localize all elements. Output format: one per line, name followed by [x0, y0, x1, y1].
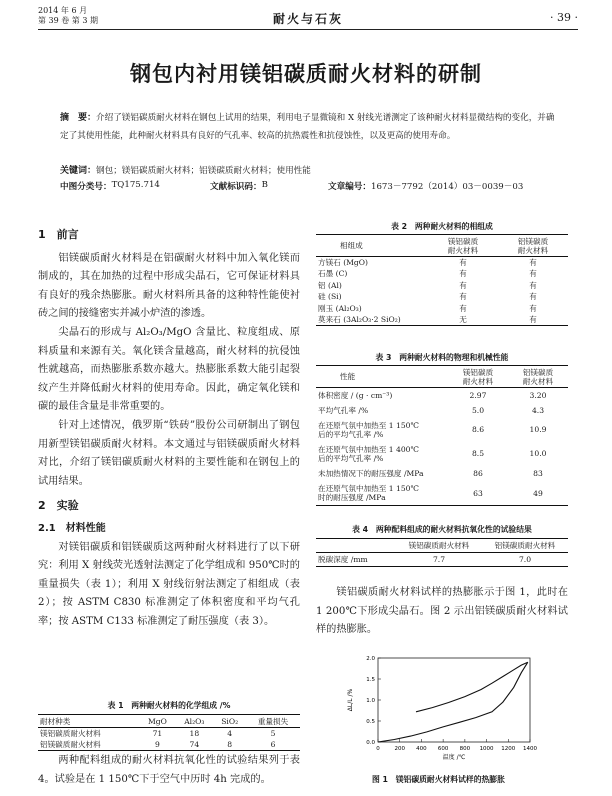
table-row [316, 280, 568, 292]
table-row [316, 442, 568, 466]
clc-value: TQ175.714 [111, 180, 160, 190]
table-cell: 有 [529, 280, 537, 290]
table-cell: 71 [152, 729, 163, 738]
x-tick-label: 1200 [501, 746, 516, 752]
table-cell: 4.3 [531, 405, 545, 415]
table-cell: 镁铝碳质耐火材料 [40, 729, 101, 738]
paragraph: 铝镁碳质耐火材料是在铝碳耐火材料中加入氧化镁而制成的，其在加热的过程中形成尖晶石，它可保证材料具有良好的残余热膨胀。耐火材料所具备的这种特性能使衬砖之间的接缝密实并减小炉渣的渗透。 [38, 252, 300, 320]
table-cell: 脱碳深度 /mm [318, 555, 368, 564]
table-4 [316, 524, 568, 567]
table-cell: 有 [459, 280, 467, 290]
table-row [38, 728, 300, 740]
table-row [316, 291, 568, 303]
table-cell: 10.0 [529, 449, 547, 458]
left-column-end [38, 752, 300, 789]
table-row [316, 403, 568, 418]
section-2-1-heading: 2.1 材料性能 [38, 522, 106, 534]
table-row [38, 739, 300, 751]
table-cell: 硅 (Si) [318, 292, 342, 302]
table-header: 镁铝碳质耐火材料 [408, 541, 470, 550]
table-cell: 体积密度 / (g · cm⁻³) [318, 390, 393, 400]
table-row [316, 553, 568, 567]
series-line-1 [378, 662, 528, 742]
article-meta [60, 180, 560, 194]
table-row [316, 388, 568, 403]
series-line-2 [416, 662, 528, 712]
paragraph: 两种配料组成的耐火材料抗氧化性的试验结果列于表 4。试验是在 1 150℃下于空气中历时 4h 完成的。 [38, 755, 300, 785]
y-tick-label: 0.5 [366, 719, 375, 725]
table-cell: 有 [529, 292, 537, 302]
table-row [316, 257, 568, 269]
table-cell: 18 [189, 729, 200, 738]
paragraph: 针对上述情况，俄罗斯“铁砖”股份公司研制出了钢包用新型镁铝碳质耐火材料。本文通过与铝镁碳质耐火材料对比，介绍了镁铝碳质耐火材料的主要性能和在钢包上的试用结果。 [38, 419, 300, 487]
table-cell: 在还原气氛中加热至 1 150℃ 后的平均气孔率 /% [318, 420, 419, 439]
table-cell: 有 [529, 269, 537, 279]
x-tick-label: 1000 [479, 746, 494, 752]
table-header: 铝镁碳质耐火材料 [494, 541, 556, 550]
article-title: 钢包内衬用镁铝碳质耐火材料的研制 [130, 61, 482, 86]
table-cell: 7.0 [518, 555, 532, 564]
table-cell: 63 [473, 488, 483, 498]
table-row [316, 314, 568, 326]
article-number-value: 1673－7792（2014）03－0039－03 [370, 182, 524, 192]
table-cell: 铝 (Al) [318, 280, 342, 290]
table-header: 铝镁碳质 耐火材料 [517, 236, 549, 255]
x-axis-label: 温度 /℃ [442, 754, 466, 760]
table-1 [38, 700, 300, 751]
section-1-heading: 1 前言 [38, 228, 79, 241]
table-3 [316, 352, 568, 506]
table-row [316, 482, 568, 506]
figure-1-caption: 图 1 镁铝碳质耐火材料试样的热膨胀 [372, 775, 505, 784]
table-cell: 86 [473, 469, 483, 478]
doc-code-value: B [261, 180, 268, 190]
table-cell: 有 [459, 303, 467, 313]
table-cell: 83 [533, 469, 543, 478]
table-header [316, 539, 396, 553]
x-tick-label: 0 [376, 746, 380, 752]
table-2 [316, 221, 568, 326]
abstract [60, 109, 560, 145]
table-header: MgO [147, 716, 167, 726]
table-cell: 刚玉 (Al₂O₃) [318, 303, 362, 313]
table-1-grid [38, 714, 300, 751]
table-cell: 2.97 [469, 390, 487, 400]
section-2-heading: 2 实验 [38, 499, 79, 513]
table-4-grid [316, 538, 568, 567]
table-cell: 9 [154, 740, 160, 749]
clc-label: 中图分类号： [60, 182, 112, 192]
table-cell: 有 [529, 303, 537, 313]
table-cell: 3.20 [529, 390, 547, 400]
table-cell: 铝镁碳质耐火材料 [40, 740, 101, 749]
table-cell: 有 [459, 258, 467, 267]
x-tick-label: 400 [416, 746, 427, 752]
y-tick-label: 1.0 [366, 698, 375, 704]
table-cell: 未加热情况下的耐压强度 /MPa [318, 469, 424, 478]
table-cell: 4 [227, 729, 233, 738]
table-header: 镁铝碳质 耐火材料 [447, 236, 479, 255]
abstract-label: 摘 要： [60, 113, 97, 123]
issue-volume: 第 39 卷 第 3 期 [38, 16, 98, 25]
table-3-grid [316, 365, 568, 506]
figure-1 [340, 650, 550, 760]
page-number: · 39 · [550, 11, 578, 24]
x-tick-label: 200 [394, 746, 405, 752]
table-cell: 5 [270, 729, 276, 738]
table-cell: 6 [270, 740, 276, 749]
table-3-caption: 表 3 两种耐火材料的物理和机械性能 [375, 353, 509, 362]
y-axis-label: ΔL/L /% [347, 688, 354, 712]
y-tick-label: 2.0 [366, 656, 375, 662]
table-cell: 无 [459, 315, 467, 324]
table-cell: 石墨 (C) [318, 269, 348, 279]
table-cell: 8.5 [471, 449, 485, 458]
table-cell: 平均气孔率 /% [318, 405, 369, 415]
table-cell: 74 [189, 740, 200, 749]
y-tick-label: 1.5 [366, 677, 375, 683]
table-cell: 莫来石 (3Al₂O₃·2 SiO₂) [318, 315, 401, 324]
table-header: 性能 [340, 372, 356, 381]
table-row [316, 303, 568, 315]
table-cell: 8.6 [471, 425, 485, 434]
table-header: 相组成 [340, 241, 363, 250]
table-cell: 有 [529, 258, 537, 267]
left-column [38, 226, 300, 631]
journal-name: 耐火与石灰 [272, 12, 343, 26]
table-cell: 8 [227, 740, 233, 749]
article-number-label: 文章编号： [328, 182, 371, 192]
table-cell: 5.0 [471, 405, 485, 415]
table-header: 镁铝碳质 耐火材料 [462, 367, 494, 386]
running-header [38, 6, 578, 30]
paragraph: 对镁铝碳质和铝镁碳质这两种耐火材料进行了以下研究：利用 X 射线荧光透射法测定了化学组成和 950℃时的重量损失（表 1）；利用 X 射线衍射法测定了相组成（表 2）；按 ASTM C830 标准测定了体积密度和平均气孔率；按 ASTM C133 标准测定了耐压强度（表 3）。 [38, 541, 300, 627]
x-tick-label: 800 [459, 746, 471, 752]
keywords-text: 钢包；镁铝碳质耐火材料；铝镁碳质耐火材料；使用性能 [96, 166, 311, 176]
table-1-caption: 表 1 两种耐火材料的化学组成 /% [107, 701, 231, 710]
table-cell: 有 [459, 269, 467, 279]
x-tick-label: 1400 [523, 746, 537, 752]
table-cell: 方镁石 (MgO) [318, 258, 368, 267]
issue-date: 2014 年 6 月 [38, 6, 88, 15]
table-cell: 有 [529, 315, 537, 324]
table-header: 铝镁碳质 耐火材料 [522, 367, 554, 386]
keywords-label: 关键词： [60, 166, 97, 176]
paragraph: 尖晶石的形成与 Al₂O₃/MgO 含量比、粒度组成、原料质量和来源有关。氧化镁含量越高，耐火材料的抗侵蚀性就越高，而热膨胀系数亦越大。热膨胀系数大能引起裂纹产生并降低耐火材料的使用寿命。因此，确定氧化镁和碳的最佳含量是非常重要的。 [38, 326, 300, 413]
table-2-caption: 表 2 两种耐火材料的相组成 [391, 222, 493, 231]
paragraph: 镁铝碳质耐火材料试样的热膨胀示于图 1，此时在 1 200℃下形成尖晶石。图 2 示出铝镁碳质耐火材料试样的热膨胀。 [316, 587, 568, 636]
table-row [316, 418, 568, 442]
table-header: 耐材种类 [40, 716, 71, 726]
abstract-text: 介绍了镁铝碳质耐火材料在钢包上试用的结果，利用电子显微镜和 X 射线光谱测定了该种耐火材料显微结构的变化，并确定了其使用性能，此种耐火材料具有良好的气孔率、较高的抗热震性和抗侵蚀性，以及更高的使用寿命。 [60, 113, 555, 141]
table-cell: 在还原气氛中加热至 1 150℃ 时的耐压强度 /MPa [318, 484, 419, 503]
table-header: Al₂O₃ [184, 716, 205, 726]
x-tick-label: 600 [437, 746, 449, 752]
right-paragraph [316, 584, 568, 640]
table-header: SiO₂ [221, 716, 239, 726]
table-row [316, 268, 568, 280]
table-2-grid [316, 234, 568, 326]
table-cell: 在还原气氛中加热至 1 400℃ 后的平均气孔率 /% [318, 444, 419, 463]
table-cell: 10.9 [529, 425, 547, 434]
table-row [316, 466, 568, 482]
thermal-expansion-chart [340, 650, 550, 760]
table-header: 重量损失 [257, 716, 289, 726]
keywords [60, 164, 560, 178]
table-cell: 有 [459, 292, 467, 302]
table-cell: 7.7 [432, 555, 446, 564]
y-tick-label: 0.0 [366, 740, 375, 746]
table-4-caption: 表 4 两种配料组成的耐火材料抗氧化性的试验结果 [352, 525, 532, 534]
table-cell: 49 [533, 488, 543, 498]
doc-code-label: 文献标识码： [210, 182, 262, 192]
